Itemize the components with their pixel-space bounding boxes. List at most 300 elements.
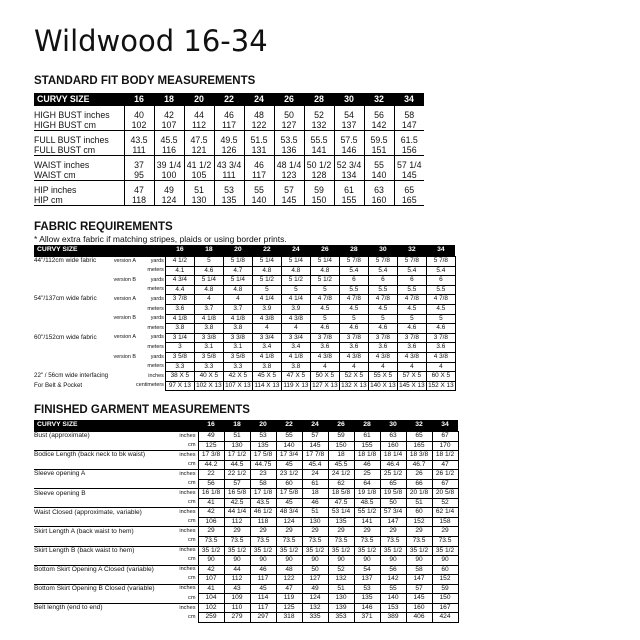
value-cell: 145	[274, 195, 304, 206]
value-cell: 4 3/8	[281, 314, 310, 324]
value-cell: 5.5	[339, 285, 368, 295]
value-cell: 57 3/4	[380, 508, 406, 518]
value-cell: 119 X 13	[283, 381, 309, 389]
version-label: version B	[113, 353, 136, 360]
value-cell: 5	[310, 314, 339, 324]
value-cell: 35 1/2	[432, 546, 458, 556]
row-label: FULL BUST cm	[34, 145, 124, 156]
value-cell: 3 5/8	[165, 352, 194, 362]
value-cell: 67	[432, 479, 458, 489]
value-cell: 147	[394, 120, 424, 131]
value-cell: 56	[380, 565, 406, 575]
blank-cell	[34, 479, 172, 489]
fabric-row	[34, 314, 455, 324]
value-cell: 4 1/4	[252, 295, 281, 305]
value-cell: 406	[406, 613, 432, 623]
finished-row	[34, 470, 458, 480]
unit-label: inches	[172, 603, 198, 613]
value-cell: 43 3/4	[214, 160, 244, 170]
value-cell: 29	[354, 527, 380, 537]
measurement-row	[34, 145, 424, 156]
value-cell: 279	[224, 613, 250, 623]
value-cell: 151	[364, 145, 394, 156]
value-cell: 3.4	[252, 343, 281, 353]
value-cell: 6	[397, 276, 426, 286]
blank-cell	[34, 304, 108, 314]
value-cell: 4 7/8	[310, 295, 339, 305]
value-cell: 51	[406, 498, 432, 508]
value-cell: 58	[406, 565, 432, 575]
value-cell: 90	[198, 556, 224, 566]
value-cell: 48	[276, 565, 302, 575]
value-cell: 50	[302, 565, 328, 575]
value-cell: 56	[198, 479, 224, 489]
unit-label: meters	[147, 267, 164, 274]
value-cell: 4.6	[310, 324, 339, 334]
value-cell: 4.8	[281, 266, 310, 276]
fabric-row	[34, 276, 455, 286]
value-cell: 35 1/2	[198, 546, 224, 556]
value-cell: 41	[198, 584, 224, 594]
value-cell: 3.1	[194, 343, 223, 353]
value-cell: 112	[224, 517, 250, 527]
blank-cell	[34, 343, 108, 353]
value-cell: 73.5	[224, 537, 250, 547]
value-cell: 152	[432, 575, 458, 585]
unit-label: inches	[148, 372, 164, 379]
value-cell: 18	[328, 451, 354, 461]
value-cell: 117	[250, 603, 276, 613]
unit-label: cm	[172, 498, 198, 508]
value-cell: 60	[432, 565, 458, 575]
value-cell: 110	[224, 603, 250, 613]
blank-cell	[108, 324, 136, 334]
value-cell: 19 5/8	[380, 489, 406, 499]
value-cell: 55	[364, 160, 394, 170]
value-cell: 3 5/8	[223, 352, 252, 362]
value-cell: 43.5	[124, 135, 154, 145]
value-cell: 22	[198, 470, 224, 480]
value-cell: 124	[302, 594, 328, 604]
value-cell: 4.6	[339, 324, 368, 334]
value-cell: 4	[426, 362, 455, 372]
unit-label: inches	[172, 489, 198, 499]
finished-row	[34, 575, 458, 585]
value-cell: 152 X 13	[428, 381, 454, 389]
size-header-row	[34, 420, 458, 432]
value-cell: 121	[184, 145, 214, 156]
value-cell: 45	[250, 584, 276, 594]
measurement-row	[34, 120, 424, 131]
value-cell: 35 1/2	[354, 546, 380, 556]
value-cell: 25 1/2	[380, 470, 406, 480]
value-cell: 54	[354, 565, 380, 575]
value-cell: 5.5	[397, 285, 426, 295]
value-cell: 141	[354, 517, 380, 527]
measurement-row	[34, 110, 424, 120]
value-cell: 3.8	[252, 362, 281, 372]
value-cell: 5.4	[339, 266, 368, 276]
value-cell: 3.6	[339, 343, 368, 353]
value-cell: 128	[304, 170, 334, 181]
value-cell: 35 1/2	[380, 546, 406, 556]
value-cell: 55	[244, 185, 274, 195]
value-cell: 49	[154, 185, 184, 195]
fabric-row	[34, 333, 455, 343]
size-18-header: 18	[194, 245, 223, 257]
measurement-label: Sleeve opening B	[34, 489, 172, 499]
value-cell: 6	[368, 276, 397, 286]
unit-label: yards	[150, 295, 164, 302]
size-24-header: 24	[244, 93, 274, 106]
value-cell: 318	[276, 613, 302, 623]
value-cell: 3.3	[194, 362, 223, 372]
value-cell: 42.5	[224, 498, 250, 508]
size-32-header: 32	[397, 245, 426, 257]
finished-row	[34, 537, 458, 547]
value-cell: 55 1/2	[354, 508, 380, 518]
value-cell: 145 X 13	[399, 381, 425, 389]
finished-row	[34, 508, 458, 518]
unit-label: cm	[172, 441, 198, 451]
value-cell: 55.5	[304, 135, 334, 145]
value-cell: 90	[354, 556, 380, 566]
finished-row	[34, 479, 458, 489]
header-label: CURVY SIZE	[34, 245, 165, 257]
unit-label: inches	[172, 508, 198, 518]
value-cell: 152	[406, 517, 432, 527]
unit-label: meters	[147, 286, 164, 293]
size-16-header: 16	[165, 245, 194, 257]
value-cell: 47	[124, 185, 154, 195]
value-cell: 25	[354, 470, 380, 480]
finished-row	[34, 527, 458, 537]
value-cell: 29	[198, 527, 224, 537]
size-16-header: 16	[198, 420, 224, 432]
value-cell: 146	[334, 145, 364, 156]
value-cell: 45	[276, 498, 302, 508]
value-cell: 3 3/8	[223, 333, 252, 343]
value-cell: 59	[328, 432, 354, 442]
value-cell: 4.5	[339, 304, 368, 314]
size-26-header: 26	[274, 93, 304, 106]
value-cell: 46	[354, 460, 380, 470]
value-cell: 73.5	[354, 537, 380, 547]
value-cell: 53	[214, 185, 244, 195]
fabric-name: 22" / 56cm wide interfacing	[34, 372, 109, 380]
value-cell: 46	[244, 160, 274, 170]
value-cell: 3.6	[397, 343, 426, 353]
unit-label: meters	[147, 305, 164, 312]
value-cell: 125	[198, 441, 224, 451]
value-cell: 3 7/8	[339, 333, 368, 343]
value-cell: 57 X 5	[397, 372, 426, 382]
value-cell: 3.8	[194, 324, 223, 334]
value-cell: 55 X 5	[368, 372, 397, 382]
value-cell: 353	[328, 613, 354, 623]
value-cell: 47	[432, 460, 458, 470]
unit-label: yards	[150, 353, 164, 360]
value-cell: 16 1/8	[198, 489, 224, 499]
blank-cell	[34, 537, 172, 547]
value-cell: 117	[214, 120, 244, 131]
value-cell: 147	[406, 575, 432, 585]
finished-row	[34, 565, 458, 575]
value-cell: 47.5	[184, 135, 214, 145]
value-cell: 3 3/4	[252, 333, 281, 343]
value-cell: 3.7	[223, 304, 252, 314]
fabric-name: 54"/137cm wide fabric	[34, 295, 97, 303]
version-label: version A	[113, 334, 136, 341]
finished-row	[34, 451, 458, 461]
value-cell: 127	[274, 120, 304, 131]
value-cell: 3.6	[426, 343, 455, 353]
value-cell: 140 X 13	[370, 381, 396, 389]
value-cell: 73.5	[250, 537, 276, 547]
value-cell: 60	[406, 508, 432, 518]
finished-row	[34, 432, 458, 442]
value-cell: 3.3	[165, 362, 194, 372]
value-cell: 130	[302, 517, 328, 527]
unit-label: inches	[172, 451, 198, 461]
finished-row	[34, 556, 458, 566]
unit-label: yards	[150, 276, 164, 283]
value-cell: 5.4	[397, 266, 426, 276]
value-cell: 97 X 13	[165, 381, 194, 391]
value-cell: 46	[214, 110, 244, 120]
value-cell: 73.5	[198, 537, 224, 547]
fabric-requirements-table	[34, 245, 456, 391]
value-cell: 118	[250, 517, 276, 527]
value-cell: 17 5/8	[276, 489, 302, 499]
value-cell: 335	[302, 613, 328, 623]
value-cell: 3.8	[223, 324, 252, 334]
unit-label: cm	[172, 594, 198, 604]
value-cell: 18	[302, 489, 328, 499]
value-cell: 48 3/4	[276, 508, 302, 518]
size-header-row	[34, 93, 424, 106]
value-cell: 35 1/2	[328, 546, 354, 556]
blank-cell	[108, 266, 136, 276]
value-cell: 3 3/4	[281, 333, 310, 343]
value-cell: 65	[406, 432, 432, 442]
value-cell: 49	[302, 584, 328, 594]
unit-label: cm	[172, 613, 198, 623]
finished-row	[34, 489, 458, 499]
value-cell: 29	[276, 527, 302, 537]
value-cell: 4 1/8	[194, 314, 223, 324]
value-cell: 5.5	[426, 285, 455, 295]
value-cell: 102	[124, 120, 154, 131]
value-cell: 73.5	[432, 537, 458, 547]
blank-cell	[34, 556, 172, 566]
value-cell: 160	[406, 603, 432, 613]
value-cell: 4.8	[194, 285, 223, 295]
blank-cell	[34, 441, 172, 451]
value-cell: 297	[250, 613, 276, 623]
value-cell: 3 7/8	[426, 333, 455, 343]
value-cell: 45.5	[328, 460, 354, 470]
value-cell: 119	[276, 594, 302, 604]
finished-row	[34, 498, 458, 508]
value-cell: 142	[364, 120, 394, 131]
value-cell: 4.6	[194, 266, 223, 276]
value-cell: 259	[198, 613, 224, 623]
value-cell: 42	[198, 565, 224, 575]
unit-label: meters	[147, 324, 164, 331]
value-cell: 102	[198, 603, 224, 613]
size-24-header: 24	[302, 420, 328, 432]
value-cell: 44.75	[250, 460, 276, 470]
value-cell: 35 1/2	[302, 546, 328, 556]
value-cell: 3.7	[194, 304, 223, 314]
value-cell: 4 3/8	[426, 352, 455, 362]
value-cell: 51	[328, 584, 354, 594]
value-cell: 43	[224, 584, 250, 594]
value-cell: 90	[406, 556, 432, 566]
value-cell: 39 1/4	[154, 160, 184, 170]
value-cell: 371	[354, 613, 380, 623]
size-16-header: 16	[124, 93, 154, 106]
value-cell: 5 1/4	[223, 276, 252, 286]
blank-cell	[34, 517, 172, 527]
value-cell: 17 5/8	[250, 451, 276, 461]
page-title: Wildwood 16-34	[34, 24, 268, 58]
value-cell: 4 1/4	[281, 295, 310, 305]
value-cell: 29	[328, 527, 354, 537]
body-measurements-heading: STANDARD FIT BODY MEASUREMENTS	[34, 75, 256, 87]
value-cell: 102 X 13	[196, 381, 222, 389]
fabric-row	[34, 372, 455, 382]
blank-cell	[34, 575, 172, 585]
fabric-name-2: For Belt & Pocket	[34, 381, 83, 389]
value-cell: 53	[250, 432, 276, 442]
value-cell: 150	[328, 441, 354, 451]
value-cell: 65	[380, 479, 406, 489]
size-26-header: 26	[328, 420, 354, 432]
value-cell: 22 1/2	[224, 470, 250, 480]
value-cell: 140	[276, 441, 302, 451]
value-cell: 67	[432, 432, 458, 442]
fabric-row	[34, 304, 455, 314]
value-cell: 54	[334, 110, 364, 120]
value-cell: 17 3/8	[198, 451, 224, 461]
blank-cell	[108, 304, 136, 314]
value-cell: 127 X 13	[312, 381, 338, 389]
value-cell: 5.4	[426, 266, 455, 276]
value-cell: 6	[339, 276, 368, 286]
value-cell: 107	[198, 575, 224, 585]
value-cell: 145	[406, 594, 432, 604]
value-cell: 23 1/2	[276, 470, 302, 480]
measurement-label: Bodice Length (back neck to bk waist)	[34, 451, 172, 461]
size-32-header: 32	[406, 420, 432, 432]
value-cell: 55	[380, 584, 406, 594]
measurement-label: Sleeve opening A	[34, 470, 172, 480]
value-cell: 17 3/4	[276, 451, 302, 461]
value-cell: 46.7	[406, 460, 432, 470]
value-cell: 73.5	[380, 537, 406, 547]
value-cell: 56	[364, 110, 394, 120]
unit-label: centimeters	[136, 382, 164, 389]
blank-cell	[34, 324, 108, 334]
value-cell: 107	[154, 120, 184, 131]
measurement-label: Skirt Length A (back waist to hem)	[34, 527, 172, 537]
size-header-row	[34, 245, 455, 257]
value-cell: 26 1/2	[432, 470, 458, 480]
unit-label: cm	[172, 517, 198, 527]
value-cell: 66	[406, 479, 432, 489]
fabric-row	[34, 362, 455, 372]
value-cell: 90	[328, 556, 354, 566]
value-cell: 50 X 5	[310, 372, 339, 382]
value-cell: 52 3/4	[334, 160, 364, 170]
value-cell: 90	[276, 556, 302, 566]
value-cell: 5 1/4	[194, 276, 223, 286]
value-cell: 4.6	[368, 324, 397, 334]
header-label: CURVY SIZE	[34, 420, 198, 432]
value-cell: 4	[223, 295, 252, 305]
value-cell: 3 7/8	[397, 333, 426, 343]
size-22-header: 22	[252, 245, 281, 257]
fabric-name: 60"/152cm wide fabric	[34, 333, 97, 341]
row-label: HIGH BUST cm	[34, 120, 124, 131]
value-cell: 156	[394, 145, 424, 156]
value-cell: 57	[224, 479, 250, 489]
value-cell: 60	[276, 479, 302, 489]
value-cell: 18 3/8	[406, 451, 432, 461]
value-cell: 42	[154, 110, 184, 120]
value-cell: 64	[354, 479, 380, 489]
value-cell: 5 7/8	[397, 257, 426, 267]
value-cell: 135	[328, 517, 354, 527]
value-cell: 4 1/8	[165, 314, 194, 324]
row-label: WAIST inches	[34, 160, 90, 170]
value-cell: 57	[274, 185, 304, 195]
value-cell: 18 5/8	[328, 489, 354, 499]
value-cell: 3.6	[310, 343, 339, 353]
finished-row	[34, 460, 458, 470]
value-cell: 165	[394, 195, 424, 206]
value-cell: 46	[250, 565, 276, 575]
finished-row	[34, 603, 458, 613]
blank-cell	[108, 362, 136, 372]
size-20-header: 20	[223, 245, 252, 257]
measurement-label: Bottom Skirt Opening A Closed (variable)	[34, 565, 172, 575]
value-cell: 3 5/8	[194, 352, 223, 362]
value-cell: 58	[394, 110, 424, 120]
value-cell: 122	[276, 575, 302, 585]
value-cell: 140	[244, 195, 274, 206]
value-cell: 146	[354, 603, 380, 613]
value-cell: 73.5	[406, 537, 432, 547]
value-cell: 3.6	[165, 304, 194, 314]
value-cell: 44 1/4	[224, 508, 250, 518]
value-cell: 95	[124, 170, 154, 181]
value-cell: 63	[380, 432, 406, 442]
value-cell: 4	[339, 362, 368, 372]
size-18-header: 18	[224, 420, 250, 432]
blank-cell	[34, 362, 108, 372]
blank-cell	[34, 498, 172, 508]
value-cell: 29	[406, 527, 432, 537]
value-cell: 5 1/2	[281, 276, 310, 286]
value-cell: 137	[334, 120, 364, 131]
value-cell: 52 X 5	[339, 372, 368, 382]
value-cell: 389	[380, 613, 406, 623]
row-label: HIP cm	[34, 195, 124, 206]
value-cell: 29	[302, 527, 328, 537]
